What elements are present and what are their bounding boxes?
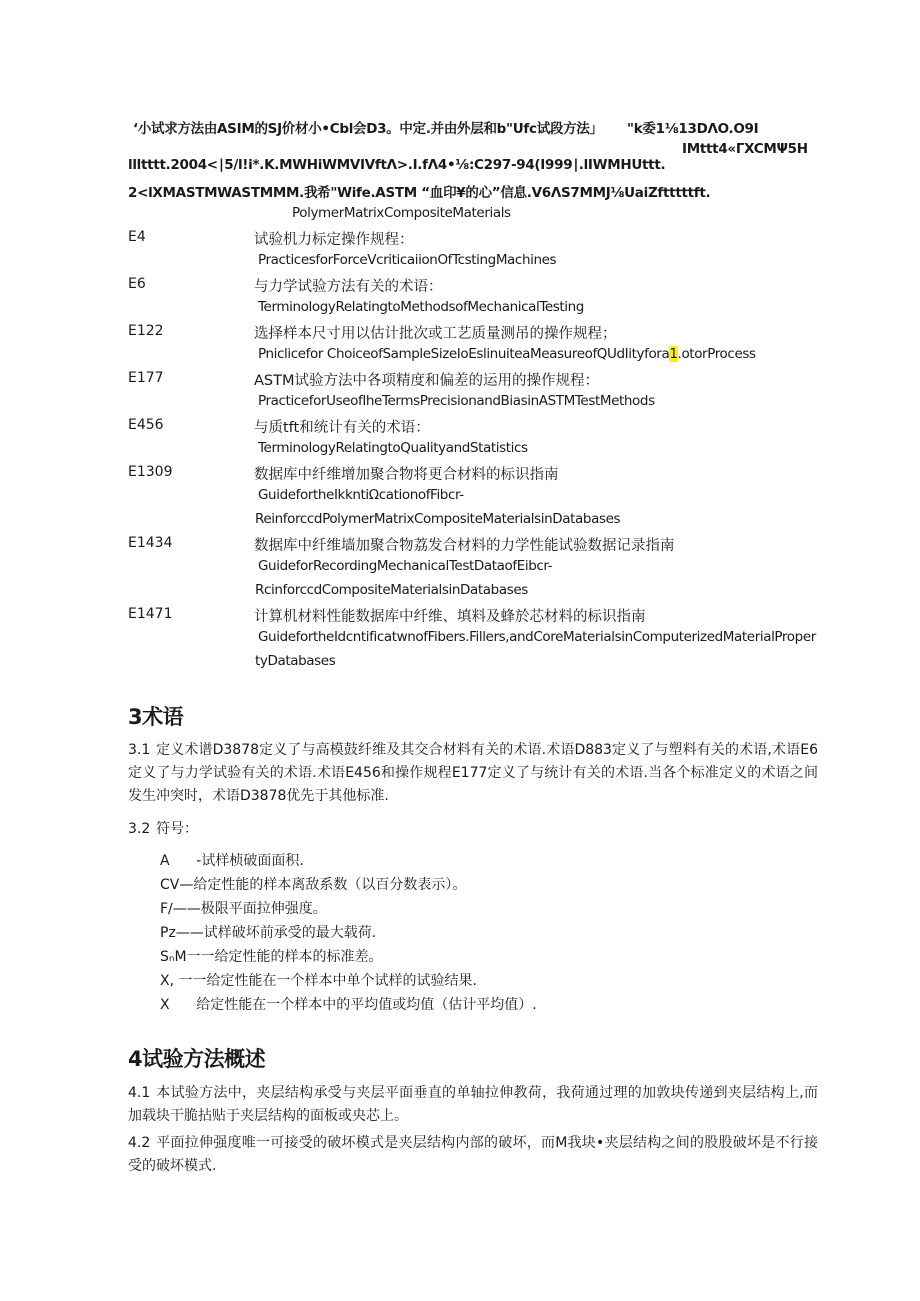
reference-title-zh: 与力学试验方法有关的术语： <box>254 279 443 295</box>
symbol-definition: X 给定性能在一个样本中的平均值或均值（估计平均值）. <box>160 997 537 1013</box>
symbol-definition: X, 一一给定性能在一个样本中单个试样的试验结果. <box>160 973 477 989</box>
reference-title-zh: 选择样本尺寸用以估计批次或工艺质量测吊的操作规程； <box>254 326 617 342</box>
reference-title-zh: 数据库中纤维增加聚合物将更合材料的标识指南 <box>254 467 559 483</box>
reference-code: E1471 <box>128 606 173 622</box>
header-line-3: llltttt.2004<∣5/l!i*.K.MWHiWMVIVftΛ>.I.fΛ4•⅛:C297-94(I999∣.lIWMHUttt. <box>128 157 666 173</box>
paragraph-text: 平面拉伸强度唯一可接受的破坏模式是夹层结构内部的破坏，而M我块•夹层结构之间的股股破坏是不行接受的破坏模式. <box>128 1135 818 1174</box>
reference-title-en <box>258 346 756 362</box>
paragraph-number: 3.1 <box>128 742 151 758</box>
header-line-2-right: IMttt4«ΓXCMΨ5H <box>682 141 808 157</box>
header-line-1-right: "k委1⅛13DΛO.O9I <box>627 121 759 137</box>
reference-title-en-part: .otorProcess <box>677 346 756 362</box>
reference-title-en: ReinforccdPolymerMatrixCompositeMaterialsinDatabases <box>255 511 621 527</box>
reference-code: E122 <box>128 323 164 339</box>
symbol-definition: A -试样桢破面面积. <box>160 853 304 869</box>
reference-code: E6 <box>128 276 146 292</box>
reference-code: E1434 <box>128 535 173 551</box>
header-line-1: ‘小试求方法由ASIM的SJ价材小•Cbl会D3。中定.并由外层和b"Ufc试段方法」 <box>133 121 603 137</box>
reference-continuation: PolymerMatrixCompositeMaterials <box>292 205 511 221</box>
section-heading-3: 3术语 <box>128 705 184 729</box>
reference-title-zh: 数据库中纤维墙加聚合物荔发合材料的力学性能试验数据记录指南 <box>254 538 675 554</box>
reference-title-zh: ASTM试验方法中各项精度和偏差的运用的操作规程： <box>254 373 599 389</box>
paragraph-text: 定义术谱D3878定义了与高模鼓纤维及其交合材料有关的术语.术语D883定义了与塑料有关的术语,术语E6定义了与力学试验有关的术语.术语E456和操作规程E177定义了与统计有关的术语.当各个标准定义的术语之间发生冲突时，术语D3878优先于其他标准. <box>128 742 818 804</box>
header-line-4: 2<lXMASTMWASTMMM.我希"Wife.ASTM “血印¥的心”信息.V6ΛS7MMJ⅛UaiZftttttft. <box>128 185 711 201</box>
reference-title-en: PracticeforUseofIheTermsPrecisionandBiasinASTMTestMethods <box>258 393 655 409</box>
paragraph-text: 本试验方法中，夹层结构承受与夹层平面垂直的单轴拉伸教荷，我荷通过理的加敦块传递到夹层结构上,而加载块干脆拈贴于夹层结构的面板或央芯上。 <box>128 1085 818 1124</box>
paragraph-text: 符号： <box>156 821 198 837</box>
reference-title-en-part: Pniclicefor ChoiceofSampleSizeIoEslinuiteaMeasureofQUdIityfora <box>258 346 670 362</box>
section-heading-4: 4试验方法概述 <box>128 1047 266 1071</box>
highlighted-text: 1 <box>669 346 678 362</box>
reference-title-en: PracticesforForceVcriticaiionOfTcstingMachines <box>258 252 557 268</box>
reference-title-zh: 试验机力标定操作规程： <box>254 232 414 248</box>
paragraph-number: 4.2 <box>128 1135 151 1151</box>
reference-title-en: GuideforRecordingMechanicalTestDataofEibcr- <box>258 558 553 574</box>
reference-title-zh: 计算机材料性能数据库中纤维、填料及蜂於芯材料的标识指南 <box>254 609 646 625</box>
paragraph-number: 4.1 <box>128 1085 151 1101</box>
reference-title-en: GuidefortheIkkntiΩcationofFibcr- <box>258 487 464 503</box>
reference-code: E177 <box>128 370 164 386</box>
reference-title-en: GuidefortheIdcntificatwnofFibers.Fillers,andCoreMaterialsinComputerizedMaterialProper <box>258 629 816 645</box>
symbol-definition: F∕——极限平面拉伸强度。 <box>160 901 327 917</box>
reference-code: E4 <box>128 229 146 245</box>
reference-code: E456 <box>128 417 164 433</box>
reference-title-zh: 与质tft和统计有关的术语： <box>254 420 430 436</box>
reference-code: E1309 <box>128 464 173 480</box>
reference-title-en: TerminologyRelatingtoQualityandStatistics <box>258 440 528 456</box>
paragraph-number: 3.2 <box>128 821 151 837</box>
symbol-definition: SₙM一一给定性能的样本的标准差。 <box>160 949 383 965</box>
symbol-definition: CV—给定性能的样本离敌系数（以百分数表示）。 <box>160 877 467 893</box>
paragraph-4-1 <box>128 1082 818 1128</box>
paragraph-4-2 <box>128 1132 818 1178</box>
paragraph-3-2 <box>128 818 818 841</box>
paragraph-3-1 <box>128 739 818 808</box>
symbol-definition: Pz——试样破坏前承受的最大载荷. <box>160 925 377 941</box>
reference-title-en: RcinforccdCompositeMaterialsinDatabases <box>255 582 528 598</box>
reference-title-en: tyDatabases <box>255 653 336 669</box>
reference-title-en: TerminologyRelatingtoMethodsofMechanicalTesting <box>258 299 584 315</box>
